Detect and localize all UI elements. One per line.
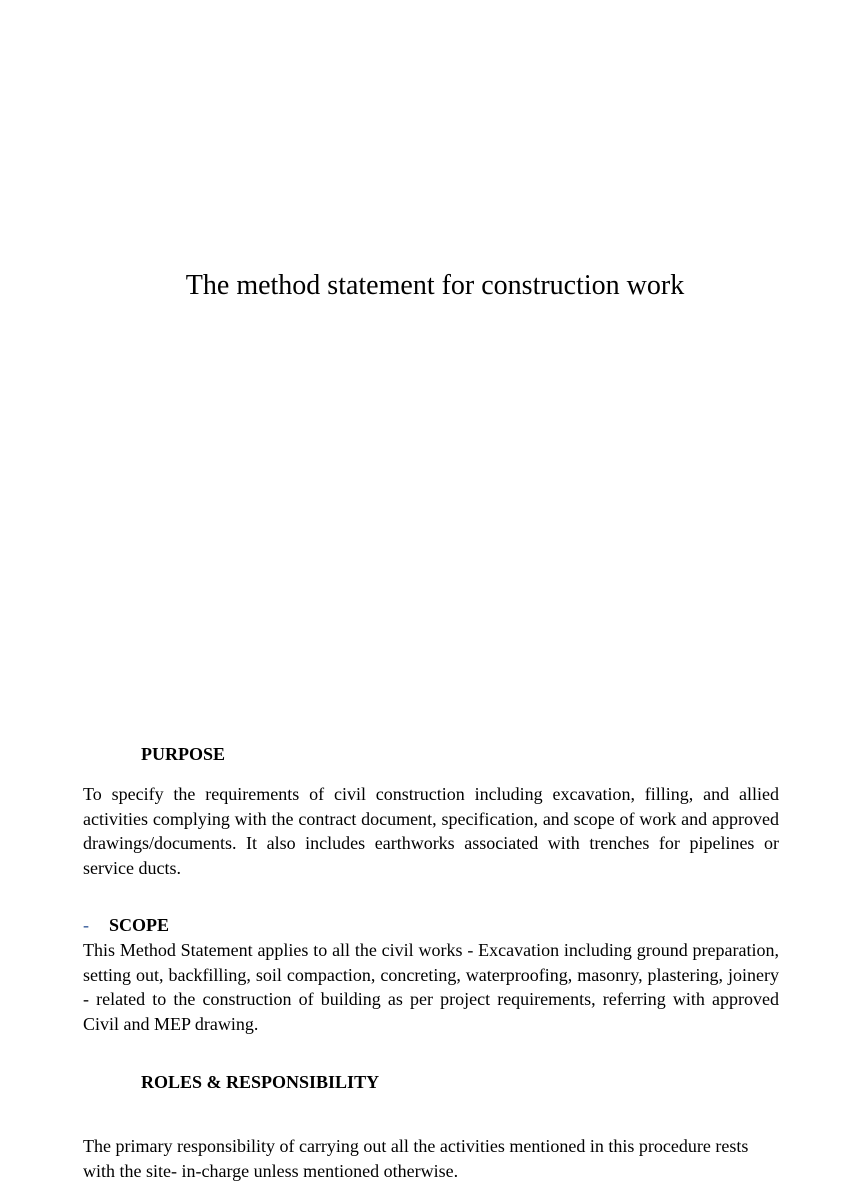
- scope-bullet: -: [83, 915, 89, 935]
- scope-paragraph: This Method Statement applies to all the civil works - Excavation including ground preparation, setting out, backfilling, soil compaction, concreting, waterproofing, masonry, plastering, joinery - related to the construction of building as per project requirements, referring with approved Civil and MEP drawing.: [83, 940, 779, 1034]
- roles-heading: ROLES & RESPONSIBILITY: [141, 1072, 380, 1092]
- document-title: The method statement for construction work: [185, 270, 685, 301]
- scope-heading-row: [83, 913, 169, 937]
- scope-heading: SCOPE: [109, 915, 170, 935]
- roles-paragraph: The primary responsibility of carrying out all the activities mentioned in this procedure rests with the site- in-charge unless mentioned otherwise.: [83, 1136, 749, 1181]
- purpose-paragraph: To specify the requirements of civil construction including excavation, filling, and allied activities complying with the contract document, specification, and scope of work and approved drawings/documents. It also includes earthworks associated with trenches for pipelines or service ducts.: [83, 784, 779, 878]
- purpose-heading: PURPOSE: [141, 744, 226, 764]
